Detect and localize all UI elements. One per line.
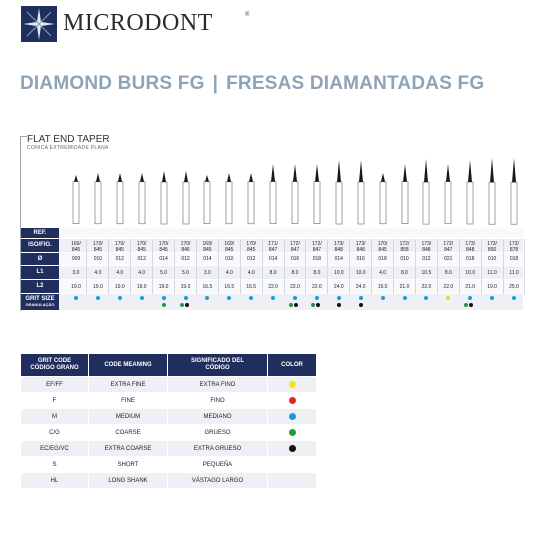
bur-head <box>293 164 297 182</box>
legend-code: C/G <box>21 425 88 440</box>
bur-l1-value: 11.0 <box>509 270 519 276</box>
bur-drawing <box>420 159 432 226</box>
bur-iso-value: 170/ 845 <box>114 241 125 253</box>
bur-shank <box>139 182 145 224</box>
bur-l1-value: 8.0 <box>401 270 408 276</box>
bur-head <box>315 164 319 182</box>
bur-drawing <box>245 173 257 226</box>
bur-head <box>468 160 472 182</box>
legend-significado: EXTRA FINO <box>168 377 267 392</box>
bur-diameter-value: 012 <box>181 256 190 262</box>
bur-shank <box>270 182 276 224</box>
grit-dot-blue <box>184 296 188 300</box>
bur-iso-value: 172/ 847 <box>443 241 454 253</box>
grit-dot-blue <box>140 296 144 300</box>
bur-iso-value: 170/ 845 <box>377 241 388 253</box>
grit-dot-blue <box>293 296 297 300</box>
bur-head <box>249 173 253 182</box>
bur-iso-value: 170/ 845 <box>158 241 169 253</box>
legend-meaning: COARSE <box>89 425 167 440</box>
bur-shank <box>489 182 495 224</box>
bur-drawing <box>311 164 323 226</box>
bur-l1-value: 4.0 <box>116 270 124 276</box>
bur-drawing <box>114 173 126 226</box>
bur-drawing <box>267 164 279 226</box>
bur-shank <box>445 182 451 224</box>
bur-l1-value: 10.0 <box>465 270 476 276</box>
bur-iso-value: 170/ 845 <box>93 241 103 253</box>
bur-l2-value: 16.5 <box>202 284 213 290</box>
grit-dot-black <box>337 303 341 307</box>
legend-color-cell <box>268 425 316 440</box>
bur-l2-value: 19.0 <box>93 284 103 290</box>
bur-diameter-value: 018 <box>466 256 475 262</box>
row-label-grit-sub: GRANULAÇÃO <box>25 302 55 307</box>
bur-diameter-value: 010 <box>93 256 103 262</box>
bur-drawing <box>486 158 498 226</box>
bur-l2-value: 19.0 <box>377 284 388 290</box>
legend-color-cell <box>268 473 316 488</box>
legend-color-cell <box>268 457 316 472</box>
bur-shank <box>183 182 189 224</box>
bur-diameter-value: 018 <box>378 256 387 262</box>
legend-header-3: COLOR <box>268 354 316 376</box>
bur-iso-value: 173/ 878 <box>509 241 519 253</box>
bur-shank <box>380 182 386 224</box>
legend-meaning: SHORT <box>89 457 167 472</box>
bur-l2-value: 24.0 <box>333 284 344 290</box>
legend-code: EF/FF <box>21 377 88 392</box>
bur-drawing <box>289 164 301 226</box>
bur-l2-value: 19.0 <box>114 284 125 290</box>
bur-shank <box>336 182 342 224</box>
bur-diameter-value: 010 <box>400 256 409 262</box>
legend-color-swatch <box>289 381 296 388</box>
bur-diameter-value: 012 <box>247 256 256 262</box>
grit-dot-blue <box>315 296 319 300</box>
legend-significado: EXTRA GRUESO <box>168 441 267 456</box>
title-separator: | <box>212 73 219 94</box>
bur-drawing <box>223 173 235 226</box>
bur-diameter-value: 012 <box>422 256 431 262</box>
grit-dot-blue <box>381 296 385 300</box>
row-label-grit <box>21 294 59 310</box>
row-label-ref: REF. <box>21 228 59 238</box>
legend-header-0: GRIT CODE CÓDIGO GRANO <box>21 354 88 376</box>
bur-iso-value: 169/ 845 <box>202 241 213 253</box>
legend-color-swatch <box>289 413 296 420</box>
bur-l2-value: 16.5 <box>224 284 235 290</box>
grit-dot-green <box>162 303 166 307</box>
grit-dot-black <box>316 303 320 307</box>
bur-l2-value: 22.0 <box>443 284 454 290</box>
bur-l1-value: 10.5 <box>421 270 432 276</box>
legend-color-cell <box>268 393 316 408</box>
legend-significado: PEQUEÑA <box>168 457 267 472</box>
grit-dot-blue <box>403 296 407 300</box>
bur-head <box>490 158 494 182</box>
legend-header-1: CODE MEANING <box>89 354 167 376</box>
legend-color-swatch <box>289 445 296 452</box>
bur-shank <box>73 182 79 224</box>
title-spanish: FRESAS DIAMANTADAS FG <box>226 73 485 94</box>
table-row-bg <box>59 294 523 310</box>
legend-meaning: MEDIUM <box>89 409 167 424</box>
star-logo-icon <box>21 6 57 42</box>
bur-head <box>96 173 100 182</box>
bur-diameter-value: 016 <box>356 256 365 262</box>
column-divider <box>524 239 525 294</box>
row-label-l2: L2 <box>21 280 59 293</box>
bur-l1-value: 11.0 <box>487 270 497 276</box>
row-label-dia: Ø <box>21 253 59 265</box>
bur-l2-value: 21.0 <box>465 284 476 290</box>
bur-l1-value: 4.0 <box>247 270 255 276</box>
bur-head <box>446 164 450 182</box>
legend-code: S <box>21 457 88 472</box>
bur-l2-value: 19.0 <box>487 284 497 290</box>
bur-l1-value: 4.0 <box>225 270 233 276</box>
bur-drawing <box>377 173 389 226</box>
bur-head <box>227 173 231 182</box>
bur-shank <box>161 182 167 224</box>
bur-shank <box>292 182 298 224</box>
bur-iso-value: 172/ 858 <box>399 241 410 253</box>
bur-diameter-value: 016 <box>290 256 300 262</box>
bur-head <box>403 164 407 182</box>
bur-l1-value: 10.0 <box>333 270 344 276</box>
bur-l2-value: 19.0 <box>158 284 169 290</box>
bur-drawing <box>464 160 476 226</box>
bur-shank <box>226 182 232 224</box>
bur-head <box>337 160 341 182</box>
brand-name: MICRODONT <box>63 10 213 36</box>
legend-color-swatch <box>289 429 296 436</box>
legend-meaning: EXTRA FINE <box>89 377 167 392</box>
bur-drawing <box>355 160 367 226</box>
bur-shank <box>402 182 408 224</box>
bur-l1-value: 8.0 <box>444 270 452 276</box>
row-label-iso: ISO/FIG. <box>21 239 59 252</box>
bur-l1-value: 4.0 <box>138 270 146 276</box>
bur-shank <box>117 182 123 224</box>
legend-code: M <box>21 409 88 424</box>
bur-diameter-value: 018 <box>312 256 322 262</box>
grit-dot-blue <box>74 296 78 300</box>
bur-iso-value: 171/ 847 <box>268 241 278 253</box>
legend-meaning: LONG SHANK <box>89 473 167 488</box>
bur-shank <box>248 182 254 224</box>
bur-l2-value: 22.0 <box>421 284 432 290</box>
bur-shank <box>423 182 429 224</box>
bur-drawing <box>201 175 213 226</box>
bur-head <box>424 159 428 182</box>
bur-diameter-value: 021 <box>444 256 453 262</box>
bur-head <box>359 160 363 182</box>
bur-iso-value: 173/ 848 <box>421 241 432 253</box>
bur-l2-value: 24.0 <box>355 284 366 290</box>
bur-head <box>271 164 275 182</box>
bur-diameter-value: 014 <box>159 256 168 262</box>
bur-diameter-value: 014 <box>268 256 278 262</box>
bur-diameter-value: 018 <box>509 256 519 262</box>
legend-code: F <box>21 393 88 408</box>
bur-shank <box>511 182 517 224</box>
page-title <box>20 73 484 95</box>
bur-l2-value: 21.0 <box>399 284 410 290</box>
panel-title: FLAT END TAPER <box>27 134 110 145</box>
bur-l2-value: 16.5 <box>246 284 257 290</box>
bur-shank <box>358 182 364 224</box>
bur-iso-value: 173/ 848 <box>355 241 366 253</box>
bur-diameter-value: 010 <box>487 256 497 262</box>
bur-drawing <box>70 175 82 226</box>
bur-drawing <box>92 173 104 226</box>
bur-l2-value: 22.0 <box>290 284 300 290</box>
bur-drawing <box>158 171 170 226</box>
legend-header-2: SIGNIFICADO DEL CÓDIGO <box>168 354 267 376</box>
bur-l2-value: 19.0 <box>180 284 191 290</box>
bur-head <box>140 173 144 182</box>
bur-diameter-value: 010 <box>225 256 234 262</box>
bur-l1-value: 4.0 <box>379 270 387 276</box>
bur-diameter-value: 012 <box>115 256 124 262</box>
bur-iso-value: 173/ 850 <box>487 241 497 253</box>
bur-drawing <box>442 164 454 226</box>
grit-dot-blue <box>162 296 166 300</box>
bur-l1-value: 4.0 <box>94 270 102 276</box>
panel-subtitle: CONICA EXTREMIDADE PLANA <box>27 145 109 151</box>
legend-color-cell <box>268 377 316 392</box>
grit-dot-blue <box>512 296 516 300</box>
legend-color-cell <box>268 409 316 424</box>
table-row-bg <box>59 228 523 238</box>
bur-iso-value: 170/ 845 <box>246 241 257 253</box>
title-english: DIAMOND BURS FG <box>20 73 205 94</box>
grit-dot-blue <box>359 296 363 300</box>
bur-drawing <box>508 158 520 226</box>
bur-l2-value: 19.0 <box>71 284 81 290</box>
bur-shank <box>95 182 101 224</box>
bur-head <box>118 173 122 182</box>
bur-head <box>162 171 166 182</box>
legend-code: EC/EG/VC <box>21 441 88 456</box>
bur-iso-value: 169/ 845 <box>224 241 235 253</box>
bur-iso-value: 173/ 848 <box>333 241 344 253</box>
bur-shank <box>314 182 320 224</box>
bur-l1-value: 8.0 <box>291 270 299 276</box>
bur-iso-value: 172/ 847 <box>290 241 300 253</box>
grit-dot-blue <box>337 296 341 300</box>
bur-drawing <box>136 173 148 226</box>
legend-significado: MEDIANO <box>168 409 267 424</box>
registered-mark: ® <box>245 12 250 18</box>
row-label-grit-text: GRIT SIZE <box>25 296 55 302</box>
bur-iso-value: 170/ 845 <box>136 241 147 253</box>
bur-l2-value: 25.0 <box>509 284 519 290</box>
grit-dot-blue <box>96 296 100 300</box>
grit-dot-black <box>185 303 189 307</box>
bur-head <box>381 173 385 182</box>
bur-drawing <box>180 171 192 226</box>
legend-significado: GRUESO <box>168 425 267 440</box>
bur-diameter-value: 014 <box>203 256 212 262</box>
legend-significado: VÁSTAGO LARGO <box>168 473 267 488</box>
legend-meaning: FINE <box>89 393 167 408</box>
grit-dot-green <box>311 303 315 307</box>
bur-l1-value: 5.0 <box>160 270 168 276</box>
bur-l1-value: 10.0 <box>355 270 366 276</box>
grit-dot-black <box>359 303 363 307</box>
grit-dot-blue <box>118 296 122 300</box>
bur-l1-value: 8.0 <box>313 270 321 276</box>
bur-iso-value: 173/ 848 <box>465 241 476 253</box>
bur-diameter-value: 014 <box>334 256 343 262</box>
legend-color-swatch <box>289 397 296 404</box>
bur-iso-value: 170/ 846 <box>180 241 191 253</box>
bur-diameter-value: 009 <box>71 256 81 262</box>
bur-l2-value: 22.0 <box>268 284 278 290</box>
legend-color-cell <box>268 441 316 456</box>
bur-head <box>512 158 516 182</box>
brand-logo <box>21 6 251 42</box>
bur-l2-value: 19.0 <box>136 284 147 290</box>
bur-head <box>74 175 78 182</box>
bur-head <box>205 175 209 182</box>
bur-drawing <box>333 160 345 226</box>
bur-shank <box>204 182 210 224</box>
row-label-l1: L1 <box>21 266 59 279</box>
bur-l1-value: 8.0 <box>269 270 277 276</box>
grit-dot-green <box>180 303 184 307</box>
bur-diameter-value: 012 <box>137 256 146 262</box>
grit-dot-black <box>294 303 298 307</box>
legend-meaning: EXTRA COARSE <box>89 441 167 456</box>
bur-iso-value: 169/ 845 <box>71 241 81 253</box>
bur-head <box>184 171 188 182</box>
bur-l1-value: 5.0 <box>182 270 189 276</box>
bur-l1-value: 3.0 <box>203 270 211 276</box>
bur-drawing <box>399 164 411 226</box>
legend-significado: FINO <box>168 393 267 408</box>
bur-l1-value: 3.0 <box>72 270 80 276</box>
bur-l2-value: 22.0 <box>312 284 322 290</box>
bur-shank <box>467 182 473 224</box>
legend-code: HL <box>21 473 88 488</box>
grit-dot-green <box>289 303 293 307</box>
bur-iso-value: 172/ 847 <box>312 241 322 253</box>
